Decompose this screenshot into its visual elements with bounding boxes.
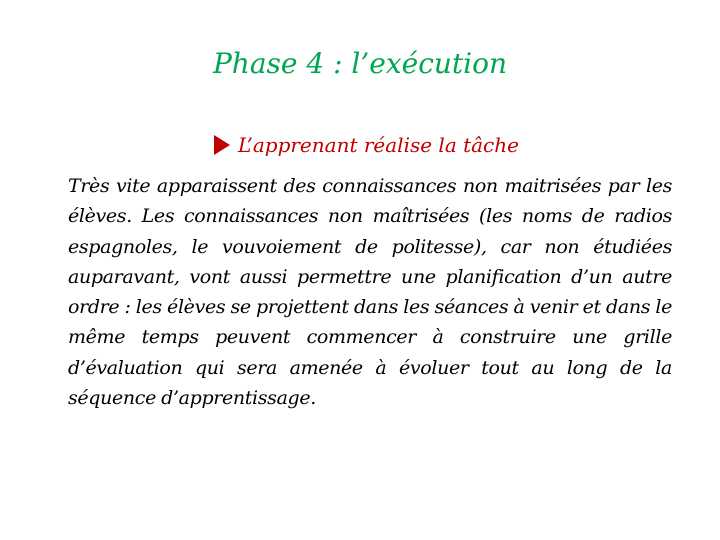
bullet-text: L’apprenant réalise la tâche bbox=[238, 133, 519, 157]
slide-title: Phase 4 : l’exécution bbox=[212, 47, 508, 80]
arrow-bullet-icon bbox=[214, 135, 230, 155]
bullet-item bbox=[214, 128, 519, 162]
body-paragraph: Très vite apparaissent des connaissances non maitrisées par les élèves. Les connaissances non maîtrisées (les noms de radios espagnoles, le vouvoiement de politesse), car non étudiées auparavant, vont aussi permettre une planification d’un autre ordre : les élèves se projettent dans les séances à venir et dans le même temps peuvent commencer à construire une grille d’évaluation qui sera amenée à évoluer tout au long de la séquence d’apprentissage. bbox=[68, 175, 672, 410]
